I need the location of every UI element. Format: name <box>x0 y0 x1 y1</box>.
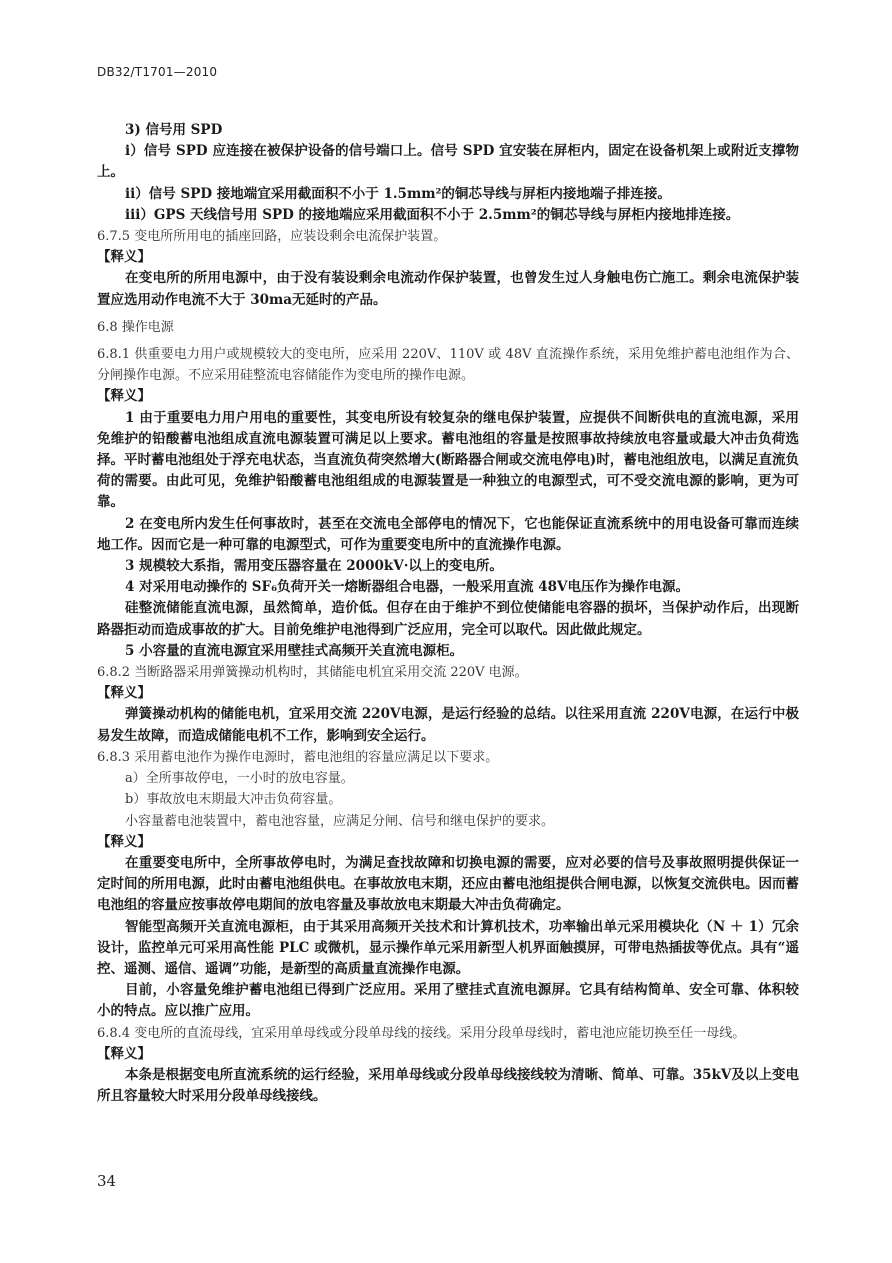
paragraph-p17: 6.8.2 当断路器采用弹簧操动机构时，其储能电机宜采用交流 220V 电源。 <box>97 665 528 681</box>
paragraph-p14: 4 对采用电动操作的 SF₆负荷开关一熔断器组合电器，一般采用直流 48V电压作为操作电源。 <box>125 579 689 596</box>
paragraph-p01: 3) 信号用 SPD <box>125 122 223 138</box>
paragraph-p16: 5 小容量的直流电源宜采用壁挂式高频开关直流电源柜。 <box>125 642 464 659</box>
paragraph-p10: 【释义】 <box>97 388 151 405</box>
paragraph-p18: 【释义】 <box>97 685 151 702</box>
paragraph-p08: 6.8 操作电源 <box>97 319 174 335</box>
paragraph-p05: 6.7.5 变电所所用电的插座回路，应装设剩余电流保护装置。 <box>97 229 447 245</box>
paragraph-p28: 6.8.4 变电所的直流母线，宜采用单母线或分段单母线的接线。采用分段单母线时，蓄电池应能切换至任一母线。 <box>97 1025 746 1041</box>
paragraph-p04: iii）GPS 天线信号用 SPD 的接地端应采用截面积不小于 2.5mm²的铜芯导线与屏柜内接地排连接。 <box>125 206 740 223</box>
paragraph-p02: i）信号 SPD 应连接在被保护设备的信号端口上。信号 SPD 宜安装在屏柜内，固定在设备机架上或附近支撑物上。 <box>97 143 799 181</box>
paragraph-p24: 【释义】 <box>97 833 151 850</box>
paragraph-p07: 在变电所的所用电源中，由于没有装设剩余电流动作保护装置，也曾发生过人身触电伤亡施工。剩余电流保护装置应选用动作电流不大于 30ma无延时的产品。 <box>97 270 799 308</box>
paragraph-p15: 硅整流储能直流电源，虽然简单，造价低。但存在由于维护不到位使储能电容器的损坏，当保护动作后，出现断路器拒动而造成事故的扩大。目前免维护电池得到广泛应用，完全可以取代。因此做此规定。 <box>97 600 799 638</box>
paragraph-p06: 【释义】 <box>97 249 151 266</box>
paragraph-p30: 本条是根据变电所直流系统的运行经验，采用单母线或分段单母线接线较为清晰、简单、可靠。35kV及以上变电所且容量较大时采用分段单母线接线。 <box>97 1066 799 1105</box>
paragraph-p23: 小容量蓄电池装置中，蓄电池容量，应满足分闸、信号和继电保护的要求。 <box>125 813 555 829</box>
document-body <box>97 120 799 1107</box>
paragraph-p25: 在重要变电所中，全所事故停电时，为满足查找故障和切换电源的需要，应对必要的信号及事故照明提供保证一定时间的所用电源，此时由蓄电池组供电。在事故放电末期，还应由蓄电池组提供合闸电源，以恢复交流供电。因而蓄电池组的容量应按事故停电期间的放电容量及事故放电末期最大冲击负荷确定。 <box>97 854 799 914</box>
paragraph-p03: ii）信号 SPD 接地端宜采用截面积不小于 1.5mm²的铜芯导线与屏柜内接地端子排连接。 <box>125 185 671 202</box>
paragraph-p21: a）全所事故停电，一小时的放电容量。 <box>125 771 354 787</box>
paragraph-p12: 2 在变电所内发生任何事故时，甚至在交流电全部停电的情况下，它也能保证直流系统中的用电设备可靠而连续地工作。因而它是一种可靠的电源型式，可作为重要变电所中的直流操作电源。 <box>97 515 799 553</box>
paragraph-p29: 【释义】 <box>97 1045 151 1062</box>
document-code-header: DB32/T1701—2010 <box>97 65 218 79</box>
paragraph-p27: 目前，小容量免维护蓄电池组已得到广泛应用。采用了壁挂式直流电源屏。它具有结构简单、安全可靠、体积较小的特点。应以推广应用。 <box>97 982 799 1020</box>
paragraph-p13: 3 规模较大系指，需用变压器容量在 2000kV·以上的变电所。 <box>125 558 503 575</box>
paragraph-p11: 1 由于重要电力用户用电的重要性，其变电所设有较复杂的继电保护装置，应提供不间断供电的直流电源，采用免维护的铅酸蓄电池组成直流电源装置可满足以上要求。蓄电池组的容量是按照事故持续放电容量或最大冲击负荷选择。平时蓄电池组处于浮充电状态，当直流负荷突然增大(断路器合闸或交流电停电)时，蓄电池组放电，以满足直流负荷的需要。由此可见，免维护铅酸蓄电池组组成的电源装置是一种独立的电源型式，可不受交流电源的影响，更为可靠。 <box>97 409 799 511</box>
page-number: 34 <box>97 1172 117 1190</box>
paragraph-p26: 智能型高频开关直流电源柜，由于其采用高频开关技术和计算机技术，功率输出单元采用模块化（N ＋ 1）冗余设计，监控单元可采用高性能 PLC 或微机，显示操作单元采用新型人机界面触摸屏，可带电热插拔等优点。具有“遥控、遥测、遥信、遥调”功能，是新型的高质量直流操作电源。 <box>97 918 799 977</box>
paragraph-p20: 6.8.3 采用蓄电池作为操作电源时，蓄电池组的容量应满足以下要求。 <box>97 749 499 765</box>
paragraph-p09: 6.8.1 供重要电力用户或规模较大的变电所，应采用 220V、110V 或 48V 直流操作系统，采用免维护蓄电池组作为合、分闸操作电源。不应采用硅整流电容储能作为变电所的操作电源。 <box>97 347 799 384</box>
paragraph-p19: 弹簧操动机构的储能电机，宜采用交流 220V电源，是运行经验的总结。以往采用直流 220V电源，在运行中极易发生故障，而造成储能电机不工作，影响到安全运行。 <box>97 706 799 744</box>
paragraph-p22: b）事故放电末期最大冲击负荷容量。 <box>125 792 342 808</box>
